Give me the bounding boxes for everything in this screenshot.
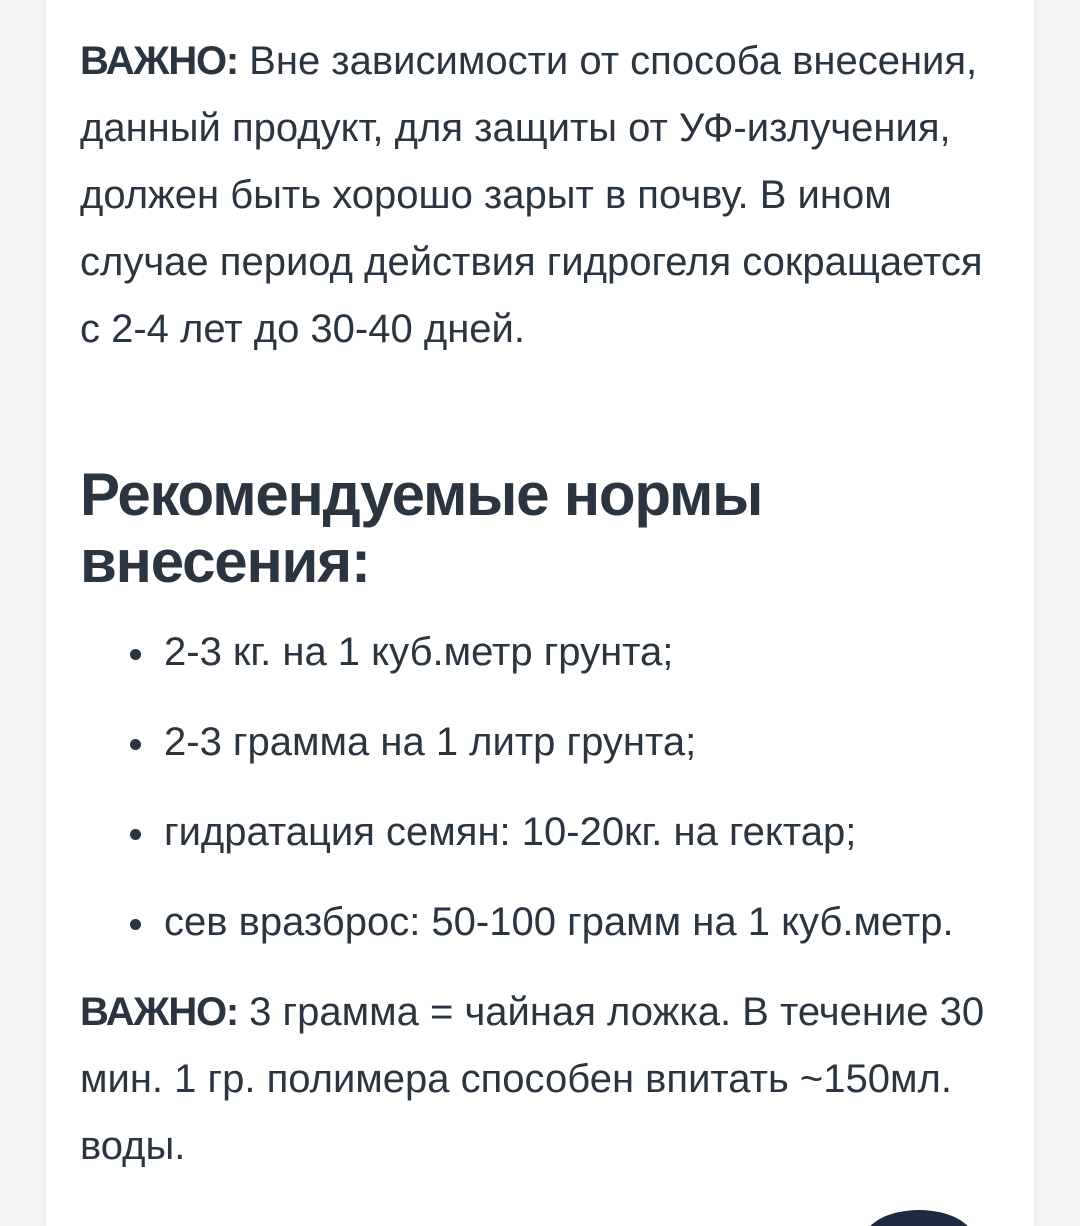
important-label: ВАЖНО: <box>80 990 239 1034</box>
list-item-text: 2-3 грамма на 1 литр грунта; <box>164 720 697 764</box>
norms-list <box>80 619 1010 956</box>
bullet-icon <box>130 829 141 840</box>
important-text: 3 грамма = чайная ложка. В течение 30 мин. 1 гр. полимера способен впитать ~150мл. воды. <box>80 990 985 1168</box>
section-heading: Рекомендуемые нормы внесения: <box>80 461 763 595</box>
article-card <box>46 0 1034 1226</box>
list-item-text: гидратация семян: 10-20кг. на гектар; <box>164 810 857 854</box>
list-item-text: сев вразброс: 50-100 грамм на 1 куб.метр. <box>164 900 954 944</box>
important-label: ВАЖНО: <box>80 39 239 83</box>
bullet-icon <box>130 649 141 660</box>
bullet-icon <box>130 919 141 930</box>
list-item <box>80 709 1010 776</box>
bullet-icon <box>130 739 141 750</box>
important-text: Вне зависимости от способа внесения, данный продукт, для защиты от УФ-излучения, должен быть хорошо зарыт в почву. В ином случае период действия гидрогеля сокращается с 2-4 лет до 30-40 дней. <box>80 39 983 351</box>
important-note-uv <box>80 28 1010 363</box>
list-item <box>80 889 1010 956</box>
floating-button-edge[interactable] <box>864 1210 974 1226</box>
list-item-text: 2-3 кг. на 1 куб.метр грунта; <box>164 630 674 674</box>
article-content <box>80 28 1010 1180</box>
list-item <box>80 619 1010 686</box>
list-item <box>80 799 1010 866</box>
important-note-dosage <box>80 979 1010 1180</box>
